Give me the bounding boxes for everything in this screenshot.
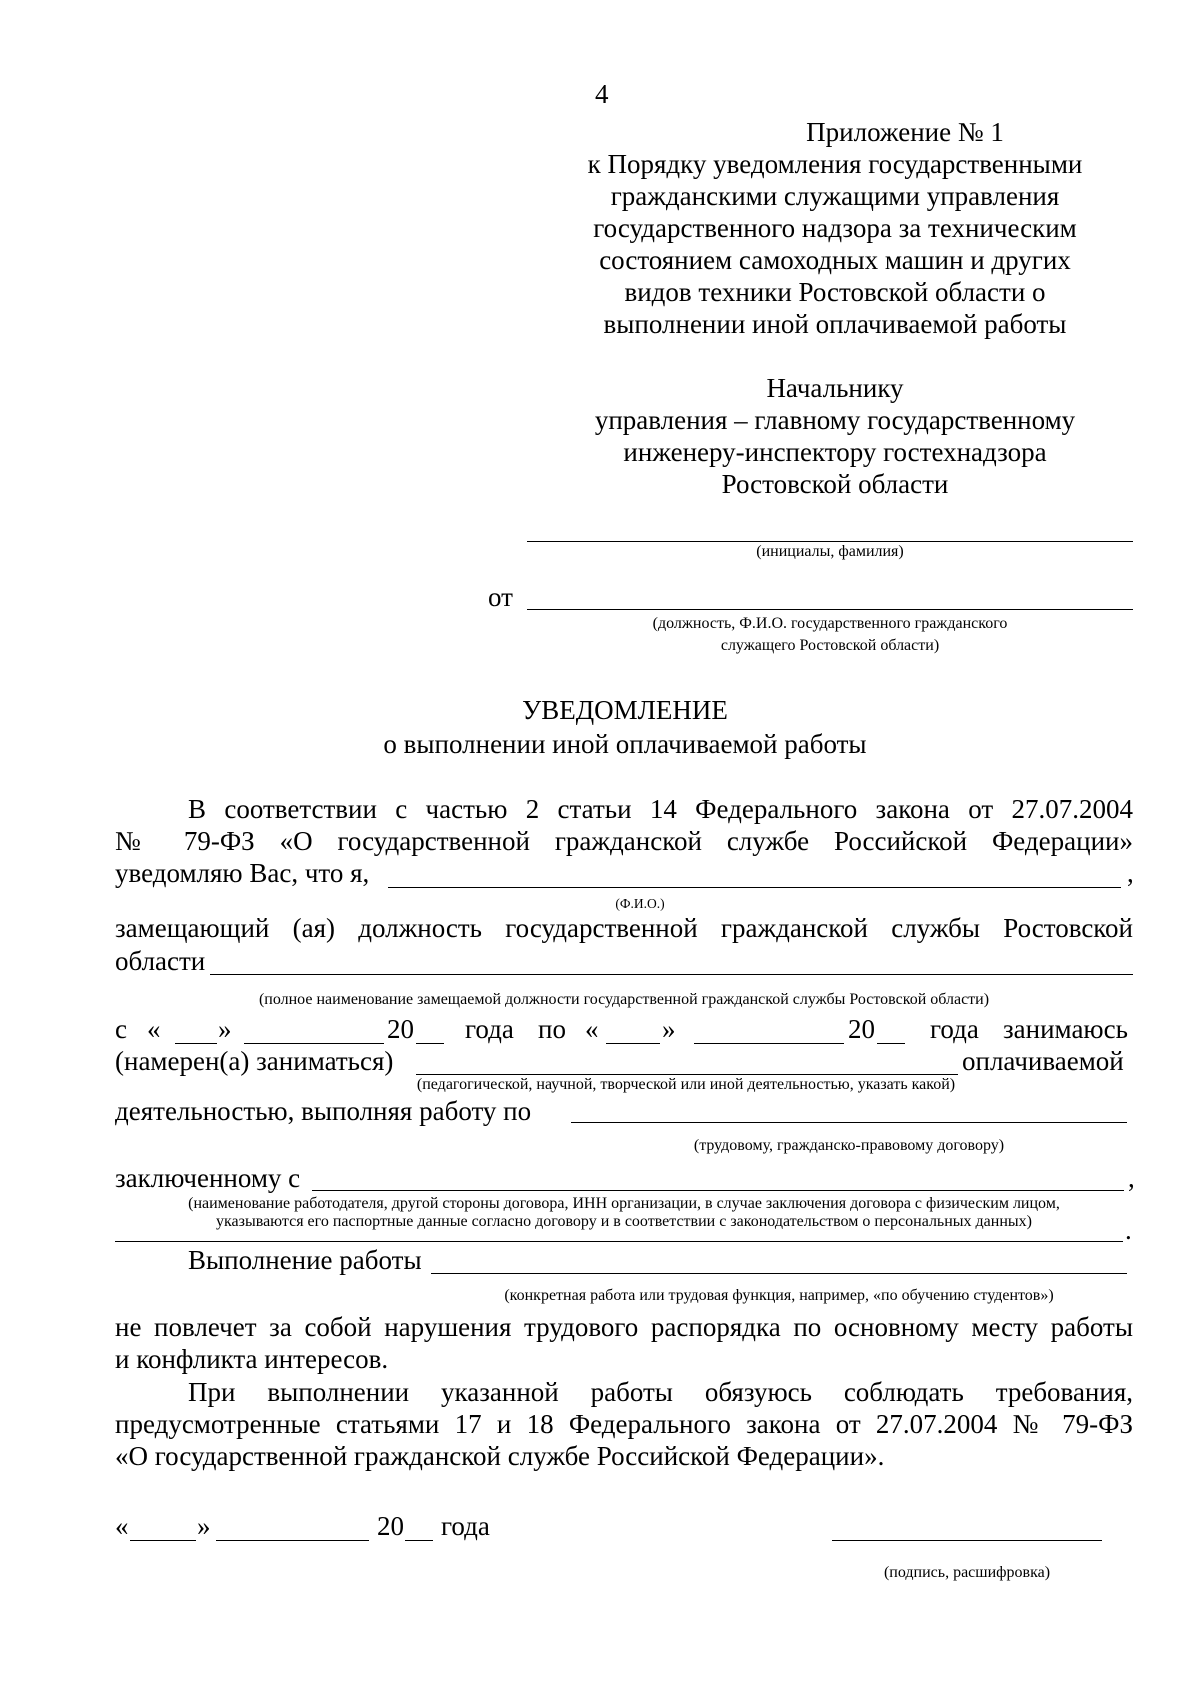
page-number: 4 xyxy=(595,79,609,109)
period: . xyxy=(1125,1215,1132,1245)
end-year-field[interactable] xyxy=(877,1043,905,1044)
year-word: года xyxy=(465,1014,514,1044)
employer-note: (наименование работодателя, другой стороны договора, ИНН организации, в случае заключения договора с физическим лицом, xyxy=(188,1195,1060,1212)
from-note: (должность, Ф.И.О. государственного гражданского xyxy=(652,615,1008,632)
paragraph-line: «О государственной гражданской службе Российской Федерации». xyxy=(115,1441,885,1471)
quote-close: » xyxy=(662,1014,676,1044)
paragraph-line: уведомляю Вас, что я, xyxy=(115,858,370,888)
document-heading: УВЕДОМЛЕНИЕ xyxy=(522,695,728,725)
work-note: (конкретная работа или трудовая функция, например, «по обучению студентов») xyxy=(504,1287,1054,1304)
contract-note: (трудовому, гражданско-правовому договору) xyxy=(693,1137,1005,1154)
comma: , xyxy=(1128,1163,1135,1193)
work-field-line[interactable] xyxy=(431,1273,1127,1274)
addressee-line: управления – главному государственному xyxy=(594,405,1076,435)
position-note: (полное наименование замещаемой должности государственной гражданской службы Ростовской области) xyxy=(258,991,990,1008)
footer-year-prefix: 20 xyxy=(377,1511,404,1541)
sign-month-field[interactable] xyxy=(216,1540,369,1541)
appendix-line: состоянием самоходных машин и других xyxy=(599,245,1071,275)
signature-field-line[interactable] xyxy=(832,1540,1102,1541)
concluded-text: заключенному с xyxy=(115,1163,301,1193)
footer-year-word: года xyxy=(441,1511,490,1541)
from-note: служащего Ростовской области) xyxy=(720,637,940,654)
quote-open: « xyxy=(585,1014,599,1044)
appendix-line: к Порядку уведомления государственными xyxy=(587,149,1083,179)
paragraph-line: области xyxy=(115,946,206,976)
engage-word: занимаюсь xyxy=(1003,1014,1128,1044)
employer-field-line[interactable] xyxy=(312,1190,1124,1191)
quote-open: « xyxy=(115,1511,129,1541)
year-prefix: 20 xyxy=(387,1014,414,1044)
addressee-line: инженеру-инспектору гостехнадзора xyxy=(623,437,1047,467)
paragraph-line: При выполнении указанной работы обязуюсь соблюдать требования, xyxy=(188,1377,1133,1407)
initials-note: (инициалы, фамилия) xyxy=(756,543,904,560)
start-year-field[interactable] xyxy=(416,1043,444,1044)
paid-word: оплачиваемой xyxy=(962,1046,1124,1076)
intend-text: (намерен(а) заниматься) xyxy=(115,1046,394,1076)
work-label: Выполнение работы xyxy=(188,1245,422,1275)
fio-field-line[interactable] xyxy=(388,887,1121,888)
year-prefix: 20 xyxy=(848,1014,875,1044)
end-day-field[interactable] xyxy=(606,1043,660,1044)
employer-note: указываются его паспортные данные согласно договору и в соответствии с законодательством о персональных данных) xyxy=(216,1213,1032,1230)
sign-day-field[interactable] xyxy=(130,1540,196,1541)
from-field-line[interactable] xyxy=(527,609,1133,610)
appendix-line: государственного надзора за техническим xyxy=(593,213,1077,243)
paragraph-line: предусмотренные статьями 17 и 18 Федерального закона от 27.07.2004 № 79-ФЗ xyxy=(115,1409,1133,1439)
end-month-field[interactable] xyxy=(694,1043,844,1044)
appendix-block xyxy=(560,116,1110,340)
position-field-line[interactable] xyxy=(210,974,1133,975)
paragraph-line: № 79-ФЗ «О государственной гражданской службе Российской Федерации» xyxy=(115,826,1133,856)
comma: , xyxy=(1127,858,1134,888)
appendix-line: гражданскими служащими управления xyxy=(610,181,1060,211)
year-word: года xyxy=(930,1014,979,1044)
employer-field-line-2[interactable] xyxy=(115,1241,1123,1242)
paragraph-line: не повлечет за собой нарушения трудового распорядка по основному месту работы xyxy=(115,1312,1133,1342)
quote-close: » xyxy=(197,1511,211,1541)
activity-line: деятельностью, выполняя работу по xyxy=(115,1096,532,1126)
start-month-field[interactable] xyxy=(244,1043,384,1044)
addressee-block xyxy=(540,372,1130,500)
fio-note: (Ф.И.О.) xyxy=(615,896,665,911)
date-from-c: с xyxy=(115,1014,127,1044)
signature-note: (подпись, расшифровка) xyxy=(883,1564,1051,1581)
quote-open: « xyxy=(147,1014,161,1044)
addressee-line: Начальнику xyxy=(766,373,904,403)
sign-year-field[interactable] xyxy=(405,1540,433,1541)
document-subheading: о выполнении иной оплачиваемой работы xyxy=(383,729,867,759)
quote-close: » xyxy=(218,1014,232,1044)
paragraph-line: В соответствии с частью 2 статьи 14 Федерального закона от 27.07.2004 xyxy=(188,794,1133,824)
from-label: от xyxy=(488,582,513,612)
activity-note: (педагогической, научной, творческой или иной деятельностью, указать какой) xyxy=(416,1076,956,1093)
appendix-line: видов техники Ростовской области о xyxy=(624,277,1046,307)
appendix-line: выполнении иной оплачиваемой работы xyxy=(603,309,1067,339)
date-to-po: по xyxy=(538,1014,566,1044)
paragraph-line: замещающий (ая) должность государственной гражданской службы Ростовской xyxy=(115,913,1133,943)
addressee-line: Ростовской области xyxy=(721,469,949,499)
appendix-title: Приложение № 1 xyxy=(806,117,1004,147)
contract-field-line[interactable] xyxy=(571,1122,1127,1123)
paragraph-line: и конфликта интересов. xyxy=(115,1344,389,1374)
start-day-field[interactable] xyxy=(175,1043,217,1044)
